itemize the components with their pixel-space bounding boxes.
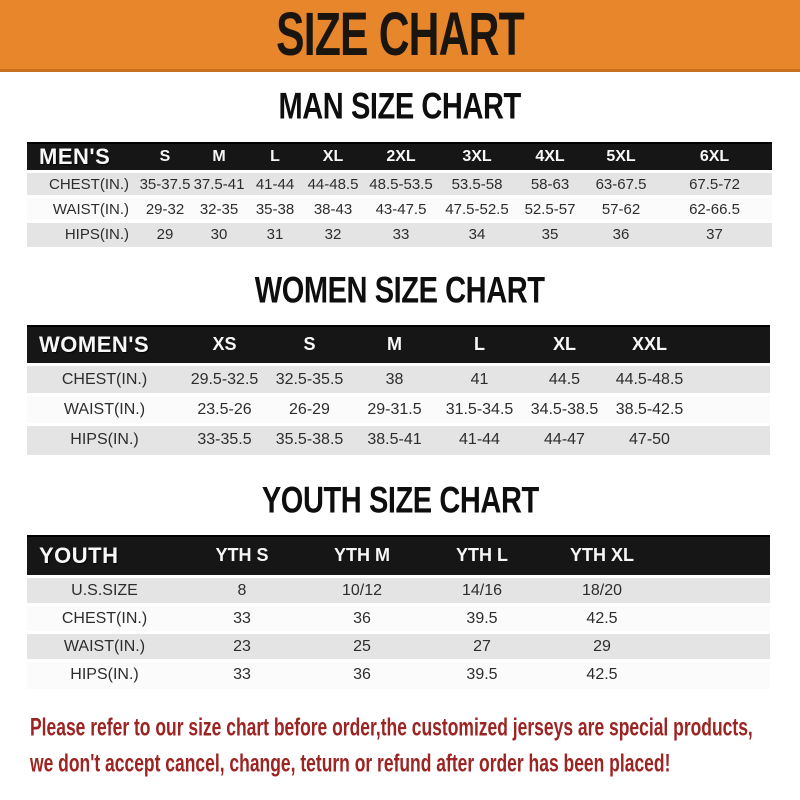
size-column-header: M <box>352 326 437 365</box>
value-cell: 23.5-26 <box>182 395 267 425</box>
value-cell: 35-37.5 <box>139 172 191 197</box>
value-cell: 33 <box>363 222 439 247</box>
value-cell: 36 <box>585 222 657 247</box>
filler-cell <box>662 633 770 661</box>
disclaimer-line-2-text: we don't accept cancel, change, teturn or refund after order has been placed! <box>30 748 671 777</box>
size-column-header: L <box>247 143 303 172</box>
value-cell: 48.5-53.5 <box>363 172 439 197</box>
size-column-header: XL <box>303 143 363 172</box>
value-cell: 33 <box>182 605 302 633</box>
man-section-heading-text: MAN SIZE CHART <box>278 84 522 127</box>
disclaimer-line-2 <box>30 747 800 783</box>
value-cell: 38.5-42.5 <box>607 395 692 425</box>
size-column-header: 5XL <box>585 143 657 172</box>
value-cell: 44.5 <box>522 365 607 395</box>
value-cell: 38-43 <box>303 197 363 222</box>
value-cell: 36 <box>302 661 422 689</box>
table-header-row <box>27 143 772 172</box>
filler-cell <box>692 365 770 395</box>
row-label: CHEST(IN.) <box>27 605 182 633</box>
size-column-header: XL <box>522 326 607 365</box>
value-cell: 57-62 <box>585 197 657 222</box>
value-cell: 42.5 <box>542 605 662 633</box>
value-cell: 32.5-35.5 <box>267 365 352 395</box>
value-cell: 43-47.5 <box>363 197 439 222</box>
filler-cell <box>662 605 770 633</box>
value-cell: 37 <box>657 222 772 247</box>
size-column-header: YTH S <box>182 536 302 577</box>
value-cell: 37.5-41 <box>191 172 247 197</box>
value-cell: 41 <box>437 365 522 395</box>
filler-cell <box>662 577 770 605</box>
value-cell: 29 <box>542 633 662 661</box>
value-cell: 31.5-34.5 <box>437 395 522 425</box>
value-cell: 39.5 <box>422 605 542 633</box>
table-row <box>27 425 770 455</box>
row-label: WAIST(IN.) <box>27 633 182 661</box>
size-column-header: 4XL <box>515 143 585 172</box>
value-cell: 23 <box>182 633 302 661</box>
table-row <box>27 605 770 633</box>
value-cell: 29-31.5 <box>352 395 437 425</box>
table-row <box>27 172 772 197</box>
filler-cell <box>692 395 770 425</box>
women-section-heading-text: WOMEN SIZE CHART <box>255 268 545 310</box>
size-column-header: 6XL <box>657 143 772 172</box>
value-cell: 39.5 <box>422 661 542 689</box>
value-cell: 29 <box>139 222 191 247</box>
size-column-header: YTH L <box>422 536 542 577</box>
row-label: CHEST(IN.) <box>27 172 139 197</box>
value-cell: 38 <box>352 365 437 395</box>
value-cell: 41-44 <box>437 425 522 455</box>
value-cell: 35.5-38.5 <box>267 425 352 455</box>
value-cell: 58-63 <box>515 172 585 197</box>
value-cell: 32 <box>303 222 363 247</box>
value-cell: 44-48.5 <box>303 172 363 197</box>
value-cell: 52.5-57 <box>515 197 585 222</box>
value-cell: 14/16 <box>422 577 542 605</box>
value-cell: 42.5 <box>542 661 662 689</box>
value-cell: 8 <box>182 577 302 605</box>
value-cell: 44.5-48.5 <box>607 365 692 395</box>
value-cell: 53.5-58 <box>439 172 515 197</box>
table-row <box>27 365 770 395</box>
value-cell: 47.5-52.5 <box>439 197 515 222</box>
value-cell: 63-67.5 <box>585 172 657 197</box>
value-cell: 27 <box>422 633 542 661</box>
value-cell: 31 <box>247 222 303 247</box>
table-row <box>27 395 770 425</box>
table-row <box>27 577 770 605</box>
filler-cell <box>692 425 770 455</box>
table-header-row <box>27 536 770 577</box>
size-column-header: 2XL <box>363 143 439 172</box>
value-cell: 38.5-41 <box>352 425 437 455</box>
table-row <box>27 222 772 247</box>
value-cell: 26-29 <box>267 395 352 425</box>
table-corner-label: MEN'S <box>27 143 139 172</box>
row-label: CHEST(IN.) <box>27 365 182 395</box>
table-row <box>27 661 770 689</box>
table-corner-label: WOMEN'S <box>27 326 182 365</box>
size-chart-banner <box>0 0 800 72</box>
row-label: WAIST(IN.) <box>27 197 139 222</box>
table-row <box>27 197 772 222</box>
women-size-table <box>27 325 770 455</box>
value-cell: 18/20 <box>542 577 662 605</box>
value-cell: 35 <box>515 222 585 247</box>
value-cell: 41-44 <box>247 172 303 197</box>
size-column-header: L <box>437 326 522 365</box>
men-size-table <box>27 142 772 247</box>
filler-cell <box>692 326 770 365</box>
value-cell: 29-32 <box>139 197 191 222</box>
youth-size-table <box>27 535 770 689</box>
women-section-heading <box>0 268 800 310</box>
value-cell: 62-66.5 <box>657 197 772 222</box>
size-column-header: S <box>139 143 191 172</box>
value-cell: 47-50 <box>607 425 692 455</box>
size-column-header: S <box>267 326 352 365</box>
row-label: U.S.SIZE <box>27 577 182 605</box>
value-cell: 67.5-72 <box>657 172 772 197</box>
filler-cell <box>662 661 770 689</box>
filler-cell <box>662 536 770 577</box>
value-cell: 34 <box>439 222 515 247</box>
banner-title: SIZE CHART <box>276 0 524 69</box>
value-cell: 36 <box>302 605 422 633</box>
size-column-header: 3XL <box>439 143 515 172</box>
disclaimer-line-1 <box>30 711 800 747</box>
row-label: HIPS(IN.) <box>27 425 182 455</box>
table-corner-label: YOUTH <box>27 536 182 577</box>
value-cell: 35-38 <box>247 197 303 222</box>
value-cell: 33-35.5 <box>182 425 267 455</box>
size-column-header: YTH M <box>302 536 422 577</box>
disclaimer <box>30 711 800 783</box>
youth-section-heading <box>0 478 800 520</box>
size-column-header: YTH XL <box>542 536 662 577</box>
man-section-heading <box>0 84 800 127</box>
value-cell: 25 <box>302 633 422 661</box>
size-column-header: XXL <box>607 326 692 365</box>
value-cell: 32-35 <box>191 197 247 222</box>
table-header-row <box>27 326 770 365</box>
table-row <box>27 633 770 661</box>
value-cell: 44-47 <box>522 425 607 455</box>
disclaimer-line-1-text: Please refer to our size chart before order,the customized jerseys are special products, <box>30 712 753 741</box>
row-label: WAIST(IN.) <box>27 395 182 425</box>
value-cell: 10/12 <box>302 577 422 605</box>
size-column-header: M <box>191 143 247 172</box>
value-cell: 33 <box>182 661 302 689</box>
value-cell: 34.5-38.5 <box>522 395 607 425</box>
value-cell: 30 <box>191 222 247 247</box>
value-cell: 29.5-32.5 <box>182 365 267 395</box>
row-label: HIPS(IN.) <box>27 222 139 247</box>
youth-section-heading-text: YOUTH SIZE CHART <box>261 478 539 520</box>
size-column-header: XS <box>182 326 267 365</box>
row-label: HIPS(IN.) <box>27 661 182 689</box>
